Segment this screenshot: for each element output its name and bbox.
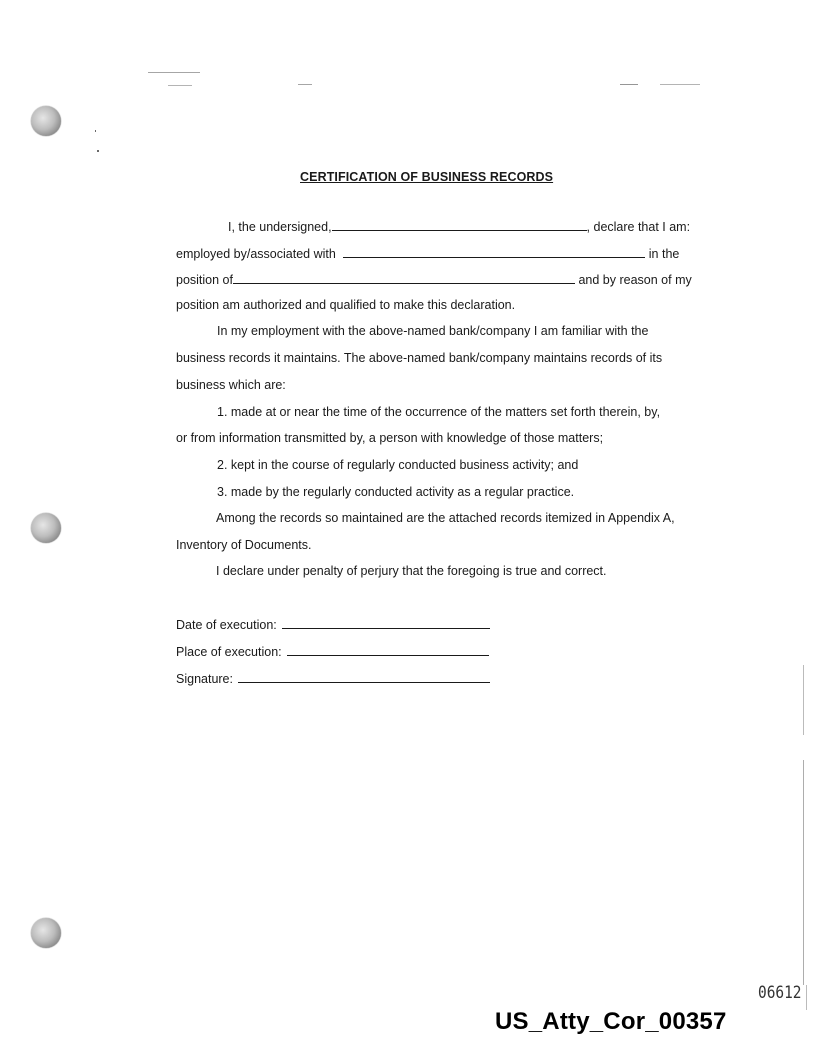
scan-mark [97, 150, 99, 152]
date-label: Date of execution: [176, 618, 277, 632]
declaration-line-4: position am authorized and qualified to make this declaration. [176, 298, 516, 312]
employer-label: employed by/associated with [176, 247, 336, 261]
declaration-line-1 [176, 218, 698, 235]
familiarity-line-2: business records it maintains. The above-named bank/company maintains records of its [176, 351, 663, 365]
signature-label: Signature: [176, 672, 233, 686]
records-line-1: Among the records so maintained are the attached records itemized in Appendix A, [216, 511, 675, 525]
declaration-undersigned-label: I, the undersigned, [228, 220, 332, 234]
scan-mark [660, 84, 700, 85]
date-blank [282, 616, 490, 629]
item-3: 3. made by the regularly conducted activity as a regular practice. [217, 485, 575, 499]
signature-line [176, 670, 490, 687]
familiarity-line-1: In my employment with the above-named bank/company I am familiar with the [217, 324, 649, 338]
place-blank [287, 643, 489, 656]
declaration-line-2 [176, 245, 698, 262]
position-label: position of [176, 273, 233, 287]
penalty-statement: I declare under penalty of perjury that the foregoing is true and correct. [216, 564, 607, 578]
scan-mark [168, 85, 192, 86]
declaration-line-3 [176, 271, 698, 288]
punch-hole-bottom [31, 918, 61, 948]
scan-mark [148, 72, 200, 73]
reason-label: and by reason of my [578, 273, 692, 287]
place-label: Place of execution: [176, 645, 282, 659]
punch-hole-middle [31, 513, 61, 543]
scan-mark [620, 84, 638, 85]
employer-blank [343, 245, 645, 258]
scan-mark [95, 130, 96, 132]
records-line-2: Inventory of Documents. [176, 538, 312, 552]
margin-edge-line [803, 760, 804, 985]
declaration-statement: , declare that I am: [586, 220, 691, 234]
familiarity-line-3: business which are: [176, 378, 286, 392]
margin-edge-line [806, 985, 807, 1010]
item-1-line-1: 1. made at or near the time of the occurrence of the matters set forth therein, by, [217, 405, 661, 419]
document-title: CERTIFICATION OF BUSINESS RECORDS [300, 170, 554, 184]
signature-blank [238, 670, 490, 683]
margin-edge-line [803, 665, 804, 735]
punch-hole-top [31, 106, 61, 136]
page-number-stamp: 06612 [758, 983, 802, 1003]
item-1-line-2: or from information transmitted by, a person with knowledge of those matters; [176, 431, 604, 445]
position-blank [233, 271, 575, 284]
scan-mark [298, 84, 312, 85]
in-the-label: in the [648, 247, 680, 261]
name-blank [332, 218, 587, 231]
item-2: 2. kept in the course of regularly conducted business activity; and [217, 458, 579, 472]
place-of-execution [176, 643, 489, 660]
date-of-execution [176, 616, 490, 633]
bates-number: US_Atty_Cor_00357 [495, 1008, 727, 1035]
